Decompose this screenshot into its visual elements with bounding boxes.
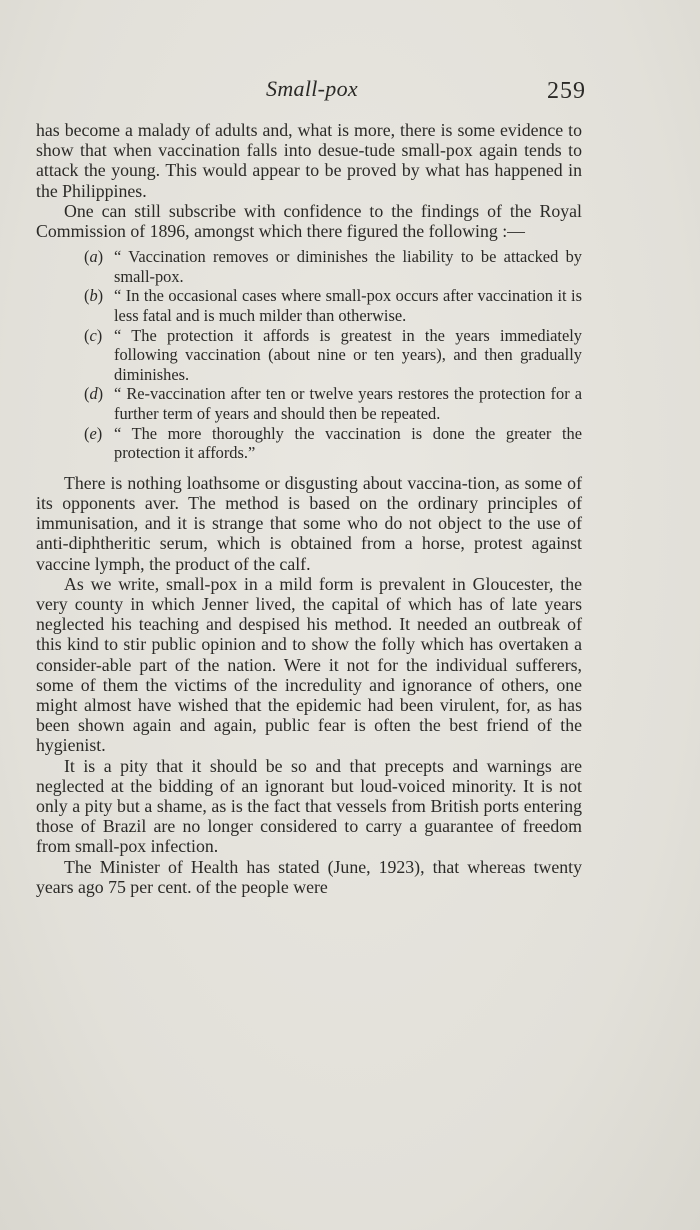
finding-text: “ The protection it affords is greatest in the years immediately following vaccination (about nine or ten years), and then gradually diminishes.: [114, 325, 582, 384]
finding-text: “ In the occasional cases where small-pox occurs after vaccination it is less fatal and is much milder than otherwise.: [114, 286, 582, 325]
finding-item: [84, 424, 582, 463]
finding-text: “ Vaccination removes or diminishes the liability to be attacked by small-pox.: [114, 247, 582, 286]
finding-item: [84, 384, 582, 423]
paragraph: One can still subscribe with confidence to the findings of the Royal Commission of 1896, amongst which there figured the following :—: [36, 200, 582, 242]
paragraph: It is a pity that it should be so and that precepts and warnings are neglected at the bidding of an ignorant but loud-voiced minority. It is not only a pity but a shame, as is the fact that vessels from British ports entering those of Brazil are no longer considered to carry a guarantee of freedom from small-pox infection.: [36, 755, 582, 857]
finding-marker: (c): [84, 325, 103, 345]
findings-list: [36, 247, 582, 463]
running-title: Small-pox: [266, 76, 358, 101]
paragraph: has become a malady of adults and, what is more, there is some evidence to show that when vaccination falls into desue-tude small-pox again tends to attack the young. This would appear to be proved by what has happened in the Philippines.: [36, 120, 582, 201]
finding-marker: (a): [84, 247, 104, 267]
finding-item: [84, 326, 582, 385]
paragraph: As we write, small-pox in a mild form is prevalent in Gloucester, the very county in which Jenner lived, the capital of which has of late years neglected his teaching and despised his method. It needed an outbreak of this kind to stir public opinion and to show the folly which has overtaken a consider-able part of the nation. Were it not for the individual sufferers, some of them the victims of the incredulity and ignorance of others, one might almost have wished that the epidemic had been virulent, for, as has been shown again and again, public fear is often the best friend of the hygienist.: [36, 573, 582, 756]
finding-item: [84, 286, 582, 325]
paragraph: There is nothing loathsome or disgusting about vaccina-tion, as some of its opponents aver. The method is based on the ordinary principles of immunisation, and it is strange that some who do not object to the use of anti-diphtheritic serum, which is obtained from a horse, protest against vaccine lymph, the product of the calf.: [36, 472, 582, 574]
page-number: 259: [547, 78, 586, 104]
finding-item: [84, 247, 582, 286]
running-head: [38, 76, 586, 110]
paragraph: The Minister of Health has stated (June, 1923), that whereas twenty years ago 75 per cent. of the people were: [36, 856, 582, 897]
body-text: [36, 120, 582, 897]
finding-marker: (e): [84, 423, 103, 443]
finding-marker: (d): [84, 384, 104, 404]
finding-text: “ The more thoroughly the vaccination is done the greater the protection it affords.”: [114, 423, 582, 463]
finding-text: “ Re-vaccination after ten or twelve years restores the protection for a further term of years and should then be repeated.: [114, 384, 582, 423]
finding-marker: (b): [84, 286, 104, 306]
